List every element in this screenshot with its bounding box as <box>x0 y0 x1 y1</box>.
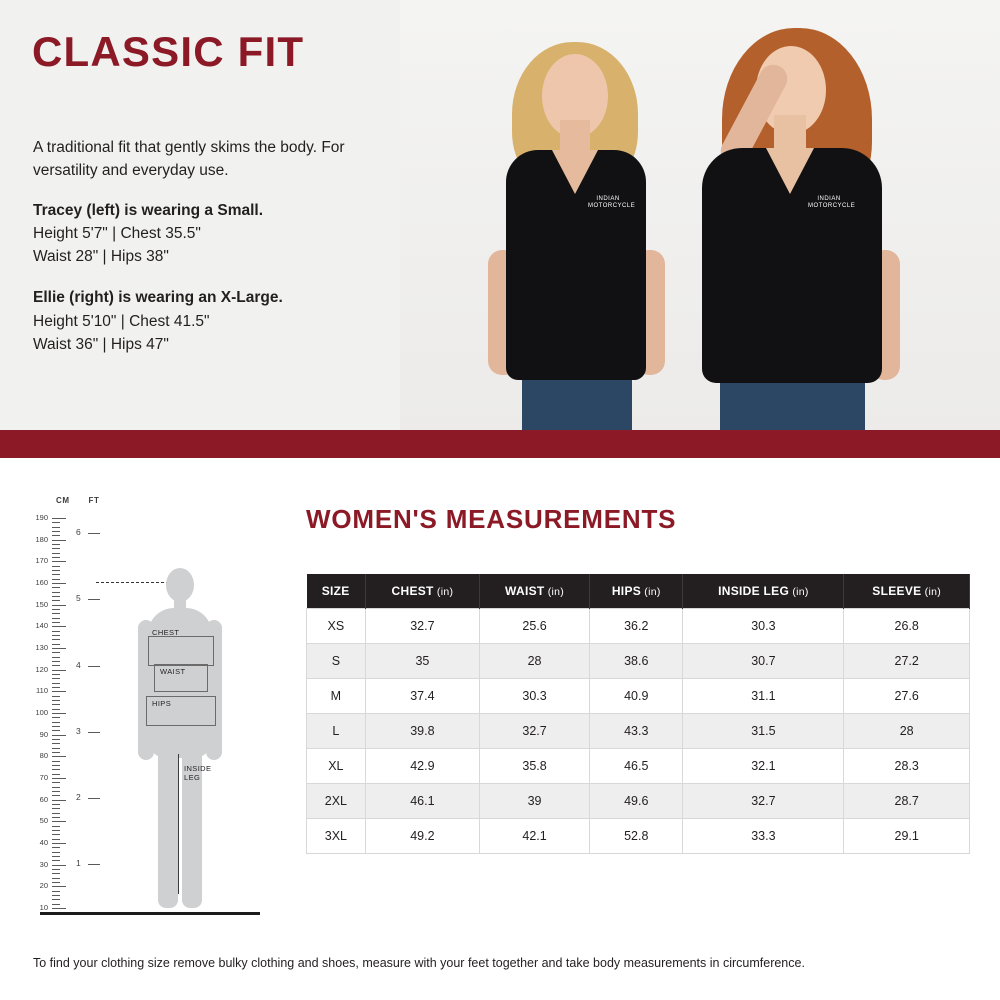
table-title: WOMEN'S MEASUREMENTS <box>306 504 677 534</box>
cm-minor-tick-mark <box>52 826 60 827</box>
cm-minor-tick-mark <box>52 882 60 883</box>
cm-tick-mark <box>52 865 66 866</box>
table-header-sleeve: SLEEVE (in) <box>844 574 970 609</box>
silhouette-leg-left <box>158 748 178 908</box>
cm-minor-tick-mark <box>52 700 60 701</box>
cm-tick-label: 90 <box>39 729 48 739</box>
model-right-headline: Ellie (right) is wearing an X-Large. <box>33 289 283 307</box>
cm-label: CM <box>56 496 70 505</box>
cm-tick-label: 120 <box>35 664 48 674</box>
cm-tick-mark <box>52 821 66 822</box>
measurement-cell: 28 <box>844 714 970 749</box>
table-header-hips: HIPS (in) <box>590 574 683 609</box>
cm-tick-label: 180 <box>35 534 48 544</box>
model-left-line2: Waist 28" | Hips 38" <box>33 248 169 265</box>
cm-tick-label: 50 <box>39 816 48 826</box>
model-right-line1: Height 5'10" | Chest 41.5" <box>33 312 210 330</box>
ft-tick-mark <box>88 864 100 865</box>
cm-tick-mark <box>52 648 66 649</box>
model-right-figure <box>650 0 930 430</box>
ft-tick-label: 6 <box>76 527 81 538</box>
ft-tick-label: 4 <box>76 659 81 670</box>
cm-minor-tick-mark <box>52 752 60 753</box>
cm-minor-tick-mark <box>52 856 60 857</box>
hips-label: HIPS <box>152 699 172 708</box>
cm-tick-mark <box>52 756 66 757</box>
cm-minor-tick-mark <box>52 635 60 636</box>
cm-minor-tick-mark <box>52 657 60 658</box>
measurement-cell: 39 <box>480 784 590 819</box>
cm-minor-tick-mark <box>52 869 60 870</box>
model-right-line2: Waist 36" | Hips 47" <box>33 335 169 353</box>
measurement-cell: 42.1 <box>480 819 590 854</box>
ft-tick-label: 5 <box>76 593 81 604</box>
ft-tick-label: 2 <box>76 791 81 802</box>
accent-divider <box>0 430 1000 458</box>
inside-leg-line <box>178 754 181 894</box>
ft-tick-mark <box>88 533 100 534</box>
cm-tick-mark <box>52 605 66 606</box>
table-head <box>307 574 970 609</box>
cm-minor-tick-mark <box>52 761 60 762</box>
cm-minor-tick-mark <box>52 592 60 593</box>
measurement-cell: 42.9 <box>365 749 479 784</box>
size-cell: 2XL <box>307 784 366 819</box>
cm-minor-tick-mark <box>52 722 60 723</box>
cm-tick-label: 70 <box>39 773 48 782</box>
table-row <box>307 819 970 854</box>
cm-minor-tick-mark <box>52 795 60 796</box>
cm-minor-tick-mark <box>52 709 60 710</box>
measurement-cell: 35 <box>365 644 479 679</box>
cm-minor-tick-mark <box>52 839 60 840</box>
measurement-cell: 39.8 <box>365 714 479 749</box>
cm-minor-tick-mark <box>52 813 60 814</box>
ft-tick-mark <box>88 666 100 667</box>
cm-minor-tick-mark <box>52 631 60 632</box>
cm-minor-tick-mark <box>52 683 60 684</box>
cm-tick-label: 160 <box>35 578 48 587</box>
model-left-line1: Height 5'7" | Chest 35.5" <box>33 224 201 242</box>
cm-tick-mark <box>52 561 66 562</box>
cm-minor-tick-mark <box>52 527 60 528</box>
cm-minor-tick-mark <box>52 791 60 792</box>
cm-minor-tick-mark <box>52 522 60 523</box>
cm-minor-tick-mark <box>52 548 60 549</box>
cm-minor-tick-mark <box>52 847 60 848</box>
cm-minor-tick-mark <box>52 878 60 879</box>
cm-tick-mark <box>52 713 66 714</box>
measurement-cell: 49.2 <box>365 819 479 854</box>
cm-minor-tick-mark <box>52 570 60 571</box>
size-cell: S <box>307 644 366 679</box>
measurement-cell: 32.7 <box>683 784 844 819</box>
cm-minor-tick-mark <box>52 544 60 545</box>
cm-minor-tick-mark <box>52 596 60 597</box>
cm-tick-label: 130 <box>35 643 48 652</box>
cm-minor-tick-mark <box>52 535 60 536</box>
cm-minor-tick-mark <box>52 622 60 623</box>
cm-minor-tick-mark <box>52 696 60 697</box>
chest-label: CHEST <box>152 628 180 637</box>
page-title: CLASSIC FIT <box>32 28 305 75</box>
cm-minor-tick-mark <box>52 613 60 614</box>
measurement-cell: 32.1 <box>683 749 844 784</box>
cm-minor-tick-mark <box>52 553 60 554</box>
cm-tick-mark <box>52 908 66 909</box>
measurement-cell: 32.7 <box>365 609 479 644</box>
measurement-cell: 25.6 <box>480 609 590 644</box>
chest-measure-band <box>148 636 214 666</box>
cm-minor-tick-mark <box>52 774 60 775</box>
cm-minor-tick-mark <box>52 808 60 809</box>
cm-tick-label: 110 <box>36 686 48 696</box>
model-photo <box>400 0 1000 430</box>
cm-minor-tick-mark <box>52 674 60 675</box>
footnote-text: To find your clothing size remove bulky clothing and shoes, measure with your feet together and take body measurements in circumference. <box>33 956 805 970</box>
silhouette-head <box>166 568 194 602</box>
measurement-cell: 43.3 <box>590 714 683 749</box>
table-header-waist: WAIST (in) <box>480 574 590 609</box>
cm-tick-mark <box>52 778 66 779</box>
table-header-size: SIZE <box>307 574 366 609</box>
cm-tick-label: 170 <box>35 556 48 566</box>
shirt-logo-left: INDIAN MOTORCYCLE <box>588 196 636 209</box>
cm-minor-tick-mark <box>52 904 60 905</box>
measurement-cell: 29.1 <box>844 819 970 854</box>
table-row <box>307 609 970 644</box>
cm-minor-tick-mark <box>52 834 60 835</box>
size-cell: XL <box>307 749 366 784</box>
measurement-cell: 26.8 <box>844 609 970 644</box>
table-body <box>307 609 970 854</box>
measurements-section <box>0 458 1000 1000</box>
cm-minor-tick-mark <box>52 891 60 892</box>
cm-minor-tick-mark <box>52 873 60 874</box>
cm-minor-tick-mark <box>52 804 60 805</box>
hero-section <box>0 0 1000 430</box>
cm-minor-tick-mark <box>52 852 60 853</box>
cm-minor-tick-mark <box>52 730 60 731</box>
cm-minor-tick-mark <box>52 743 60 744</box>
ft-tick-mark <box>88 732 100 733</box>
cm-minor-tick-mark <box>52 717 60 718</box>
cm-tick-label: 60 <box>39 794 48 804</box>
cm-minor-tick-mark <box>52 739 60 740</box>
measurement-cell: 30.3 <box>683 609 844 644</box>
measurement-cell: 31.1 <box>683 679 844 714</box>
measurement-cell: 46.1 <box>365 784 479 819</box>
table-row <box>307 714 970 749</box>
cm-tick-mark <box>52 518 66 519</box>
cm-tick-label: 80 <box>39 751 48 761</box>
measurement-cell: 33.3 <box>683 819 844 854</box>
cm-tick-label: 150 <box>35 599 48 609</box>
cm-tick-mark <box>52 843 66 844</box>
table-row <box>307 749 970 784</box>
measurement-cell: 27.6 <box>844 679 970 714</box>
cm-tick-mark <box>52 670 66 671</box>
size-chart-table <box>306 574 970 854</box>
measurement-cell: 28.7 <box>844 784 970 819</box>
cm-minor-tick-mark <box>52 665 60 666</box>
ft-tick-label: 1 <box>76 857 81 868</box>
cm-minor-tick-mark <box>52 678 60 679</box>
cm-minor-tick-mark <box>52 618 60 619</box>
cm-tick-label: 190 <box>35 513 48 522</box>
cm-minor-tick-mark <box>52 748 60 749</box>
measurement-cell: 49.6 <box>590 784 683 819</box>
cm-tick-mark <box>52 800 66 801</box>
size-cell: M <box>307 679 366 714</box>
ft-tick-mark <box>88 599 100 600</box>
cm-minor-tick-mark <box>52 769 60 770</box>
cm-tick-mark <box>52 583 66 584</box>
size-cell: XS <box>307 609 366 644</box>
table-row <box>307 784 970 819</box>
cm-tick-label: 140 <box>35 621 48 631</box>
measurement-cell: 31.5 <box>683 714 844 749</box>
cm-minor-tick-mark <box>52 579 60 580</box>
cm-minor-tick-mark <box>52 782 60 783</box>
ft-tick-mark <box>88 798 100 799</box>
cm-minor-tick-mark <box>52 895 60 896</box>
cm-minor-tick-mark <box>52 609 60 610</box>
cm-minor-tick-mark <box>52 687 60 688</box>
cm-minor-tick-mark <box>52 566 60 567</box>
ft-tick-label: 3 <box>76 725 81 736</box>
cm-tick-label: 40 <box>39 838 48 847</box>
ft-label: FT <box>88 496 100 505</box>
cm-minor-tick-mark <box>52 652 60 653</box>
measurement-diagram <box>20 488 280 938</box>
model-left-info <box>33 199 363 269</box>
hero-copy <box>33 136 363 374</box>
cm-tick-label: 30 <box>39 859 48 869</box>
measurement-cell: 27.2 <box>844 644 970 679</box>
waist-label: WAIST <box>160 667 186 676</box>
cm-tick-mark <box>52 735 66 736</box>
cm-tick-label: 10 <box>39 903 48 912</box>
cm-minor-tick-mark <box>52 587 60 588</box>
measurement-cell: 30.3 <box>480 679 590 714</box>
fit-description: A traditional fit that gently skims the body. For versatility and everyday use. <box>33 139 345 180</box>
measurement-cell: 30.7 <box>683 644 844 679</box>
cm-tick-mark <box>52 691 66 692</box>
table-header-row <box>307 574 970 609</box>
height-scale <box>28 510 102 910</box>
cm-minor-tick-mark <box>52 644 60 645</box>
cm-tick-mark <box>52 540 66 541</box>
measurement-cell: 40.9 <box>590 679 683 714</box>
cm-minor-tick-mark <box>52 557 60 558</box>
cm-minor-tick-mark <box>52 817 60 818</box>
measurement-cell: 52.8 <box>590 819 683 854</box>
model-right-info <box>33 286 363 356</box>
cm-minor-tick-mark <box>52 639 60 640</box>
cm-minor-tick-mark <box>52 899 60 900</box>
body-silhouette <box>130 568 230 910</box>
ground-line <box>40 912 260 915</box>
table-header-inside-leg: INSIDE LEG (in) <box>683 574 844 609</box>
cm-minor-tick-mark <box>52 531 60 532</box>
table-row <box>307 679 970 714</box>
table-header-chest: CHEST (in) <box>365 574 479 609</box>
model-left-headline: Tracey (left) is wearing a Small. <box>33 201 264 219</box>
measurement-cell: 35.8 <box>480 749 590 784</box>
cm-minor-tick-mark <box>52 860 60 861</box>
measurement-cell: 28 <box>480 644 590 679</box>
inside-leg-label: INSIDE LEG <box>184 764 212 782</box>
size-cell: L <box>307 714 366 749</box>
measurement-cell: 46.5 <box>590 749 683 784</box>
cm-tick-mark <box>52 626 66 627</box>
measurement-cell: 37.4 <box>365 679 479 714</box>
shirt-logo-right: INDIAN MOTORCYCLE <box>808 196 856 209</box>
cm-minor-tick-mark <box>52 574 60 575</box>
cm-minor-tick-mark <box>52 600 60 601</box>
cm-minor-tick-mark <box>52 726 60 727</box>
table-row <box>307 644 970 679</box>
cm-tick-label: 20 <box>39 881 48 891</box>
measurement-cell: 32.7 <box>480 714 590 749</box>
cm-minor-tick-mark <box>52 765 60 766</box>
measurement-cell: 28.3 <box>844 749 970 784</box>
size-cell: 3XL <box>307 819 366 854</box>
measurement-cell: 36.2 <box>590 609 683 644</box>
cm-tick-mark <box>52 886 66 887</box>
cm-minor-tick-mark <box>52 661 60 662</box>
cm-minor-tick-mark <box>52 787 60 788</box>
measurement-cell: 38.6 <box>590 644 683 679</box>
cm-minor-tick-mark <box>52 830 60 831</box>
cm-tick-label: 100 <box>35 708 48 717</box>
ruler-unit-labels <box>56 496 115 505</box>
cm-minor-tick-mark <box>52 704 60 705</box>
